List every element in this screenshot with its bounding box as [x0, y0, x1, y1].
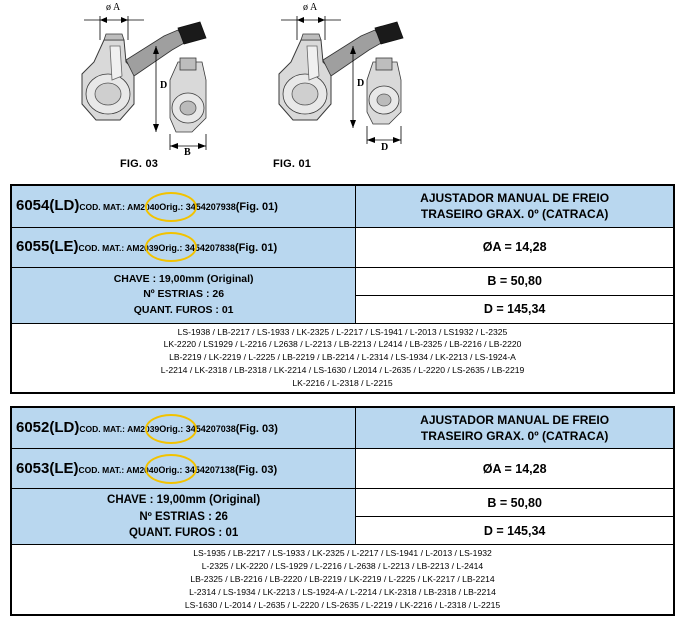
- application-line: LB-2325 / LB-2216 / LB-2220 / LB-2219 / LK-2219 / L-2225 / LK-2217 / LB-2214: [190, 574, 495, 585]
- product-code-cell-6054: [11, 185, 356, 227]
- fig-01-drawing: [255, 0, 475, 178]
- orig-label: Orig.:: [159, 201, 186, 212]
- product-title-line1: AJUSTADOR MANUAL DE FREIO: [420, 191, 610, 206]
- figure-fig-01: [255, 0, 475, 178]
- spec-table-2-wrapper: [10, 406, 675, 616]
- diameter-a-value: ØA = 14,28: [356, 449, 674, 489]
- orig-label: Orig.:: [159, 423, 186, 434]
- figures-region: [0, 0, 685, 178]
- application-line: LS-1938 / LB-2217 / LS-1933 / LK-2325 / L-2217 / LS-1941 / L-2013 / LS1932 / L-2325: [177, 326, 508, 337]
- orig-value: 3454207938: [185, 201, 236, 212]
- fig-01-diameter-label: ø A: [303, 2, 318, 13]
- cod-mat-value: AM2040: [127, 201, 160, 212]
- fig-ref: (Fig. 03): [234, 463, 278, 476]
- application-line: LK-2216 / L-2318 / L-2215: [292, 378, 393, 389]
- table-row: [11, 227, 674, 267]
- product-code: 6055(LE): [16, 237, 79, 255]
- product-code: 6052(LD): [16, 418, 80, 436]
- product-code: 6053(LE): [16, 459, 79, 477]
- table-row: [11, 267, 674, 295]
- table-row: [11, 185, 674, 227]
- product-code-cell-6055: [11, 227, 356, 267]
- spec-table-1-wrapper: [10, 184, 675, 394]
- spec-table-1: [10, 184, 675, 394]
- furos-line: QUANT. FUROS : 01: [128, 527, 239, 540]
- fig-03-dim-d-label: D: [160, 80, 168, 91]
- product-title-cell: [356, 185, 674, 227]
- cod-mat-value: AM2040: [126, 464, 159, 475]
- furos-line: QUANT. FUROS : 01: [133, 303, 234, 316]
- fig-03-dim-b-label: B: [184, 147, 191, 158]
- application-line: L-2214 / LK-2318 / LB-2318 / LK-2214 / LS-1630 / L2014 / L-2635 / L-2220 / LS-2635 / LB-2219: [160, 365, 525, 376]
- table-row: [11, 449, 674, 489]
- figure-fig-03: [60, 0, 280, 178]
- orig-value: 3454207838: [184, 242, 235, 253]
- application-line: LK-2220 / LS1929 / L-2216 / L2638 / L-2213 / LB-2213 / L2414 / LB-2325 / LB-2216 / LB-2220: [163, 339, 522, 350]
- product-code: 6054(LD): [16, 196, 80, 214]
- diameter-a-value: ØA = 14,28: [356, 227, 674, 267]
- product-title-line2: TRASEIRO GRAX. 0º (CATRACA): [420, 207, 609, 222]
- estrias-line: Nº ESTRIAS : 26: [143, 288, 225, 301]
- chave-cell: [11, 489, 356, 545]
- application-line: LS-1935 / LB-2217 / LS-1933 / LK-2325 / L-2217 / LS-1941 / L-2013 / LS-1932: [193, 548, 492, 559]
- application-line: LS-1630 / L-2014 / L-2635 / L-2220 / LS-2635 / L-2219 / LK-2216 / L-2318 / L-2215: [184, 600, 501, 611]
- cod-mat-label: COD. MAT.:: [78, 464, 127, 475]
- table-row: [11, 545, 674, 615]
- application-line: L-2325 / LK-2220 / LS-1929 / L-2216 / L-2638 / L-2213 / LB-2213 / L-2414: [201, 561, 484, 572]
- application-line: L-2314 / LS-1934 / LK-2213 / LS-1924-A / L-2214 / LK-2318 / LB-2318 / LB-2214: [189, 587, 496, 598]
- product-code-cell-6052: [11, 407, 356, 449]
- table-row: [11, 323, 674, 393]
- applications-cell: [11, 323, 674, 393]
- product-title-cell: [356, 407, 674, 449]
- orig-label: Orig.:: [158, 242, 185, 253]
- chave-line: CHAVE : 19,00mm (Original): [113, 273, 254, 286]
- orig-value: 3454207138: [184, 464, 235, 475]
- table-row: [11, 489, 674, 517]
- dimension-d-value: D = 145,34: [356, 295, 674, 323]
- chave-cell: [11, 267, 356, 323]
- dimension-d-value: D = 145,34: [356, 517, 674, 545]
- fig-03-diameter-label: ø A: [106, 2, 121, 13]
- chave-line: CHAVE : 19,00mm (Original): [107, 493, 261, 506]
- orig-label: Orig.:: [158, 464, 185, 475]
- dimension-b-value: B = 50,80: [356, 489, 674, 517]
- product-code-cell-6053: [11, 449, 356, 489]
- table-row: [11, 407, 674, 449]
- estrias-line: Nº ESTRIAS : 26: [139, 510, 228, 523]
- cod-mat-label: COD. MAT.:: [79, 423, 128, 434]
- applications-cell: [11, 545, 674, 615]
- fig-ref: (Fig. 03): [235, 422, 278, 435]
- fig-ref: (Fig. 01): [235, 200, 278, 213]
- dimension-b-value: B = 50,80: [356, 267, 674, 295]
- orig-value: 3454207038: [185, 423, 236, 434]
- fig-03-caption: FIG. 03: [120, 158, 159, 170]
- product-title-line2: TRASEIRO GRAX. 0º (CATRACA): [420, 429, 609, 444]
- fig-03-drawing: [60, 0, 280, 178]
- cod-mat-value: AM2039: [127, 423, 160, 434]
- fig-01-caption: FIG. 01: [273, 158, 312, 170]
- spec-table-2: [10, 406, 675, 616]
- fig-01-dim-d-label: D: [357, 78, 365, 89]
- product-title-line1: AJUSTADOR MANUAL DE FREIO: [420, 413, 610, 428]
- cod-mat-label: COD. MAT.:: [78, 242, 127, 253]
- fig-ref: (Fig. 01): [234, 241, 278, 254]
- cod-mat-label: COD. MAT.:: [79, 201, 128, 212]
- fig-01-dim-b-label: D: [381, 142, 389, 153]
- cod-mat-value: AM2039: [126, 242, 159, 253]
- application-line: LB-2219 / LK-2219 / L-2225 / LB-2219 / LB-2214 / L-2314 / LS-1934 / LK-2213 / LS-1924-A: [169, 352, 516, 363]
